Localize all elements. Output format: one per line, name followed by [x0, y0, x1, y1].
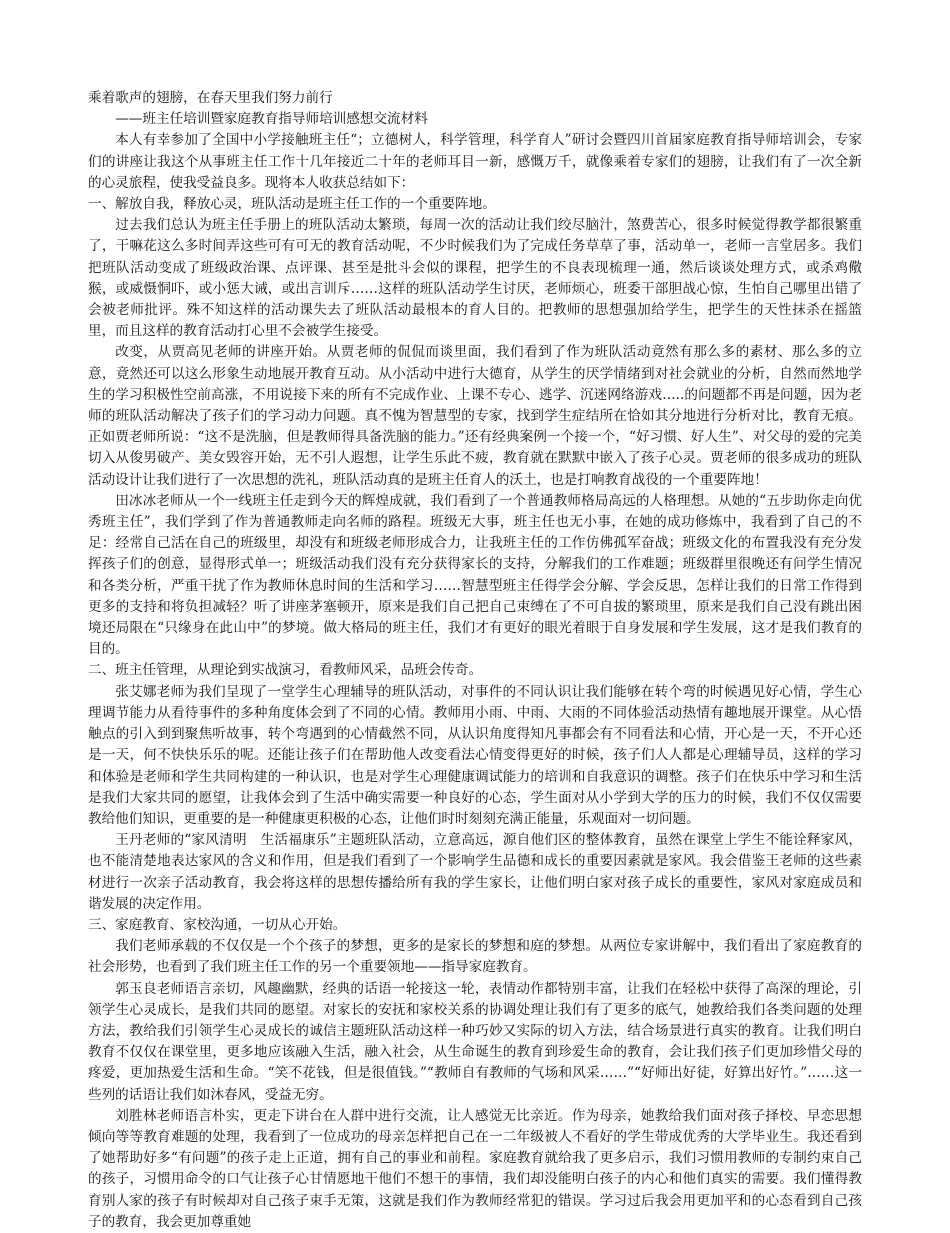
section-3-paragraph: 郭玉良老师语言亲切，风趣幽默，经典的话语一轮接这一轮，表情动作都特别丰富，让我们在轻松中获得了高深的理论，引领学生心灵成长，是我们共同的愿望。对家长的安抚和家校关系的协调处理让我们有了更多的底气，她教给我们各类问题的处理方法，教给我们引领学生心灵成长的诚信主题班队活动这样一种巧妙又实际的切入方法，结合场景进行真实的教育。让我们明白教育不仅仅在课堂里，更多地应该融入生活，融入社会，从生命诞生的教育到珍爱生命的教育，会让我们孩子们更加珍惜父母的疼爱，更加热爱生活和生命。“笑不花钱，但是很值钱。”“教师自有教师的气场和风采……”“好师出好徒，好算出好竹。”……这一些列的话语让我们如沐春风，受益无穷。: [88, 980, 862, 1103]
section-2-heading: 二、班主任管理，从理论到实战演习，看教师风采，品班会传奇。: [88, 662, 483, 679]
document-subtitle: ——班主任培训暨家庭教育指导师培训感想交流材料: [115, 111, 428, 128]
section-1-paragraph: 过去我们总认为班主任手册上的班队活动太繁琐，每周一次的活动让我们绞尽脑汁，煞费苦心，很多时候觉得教学都很繁重了，干嘛花这么多时间弄这些可有可无的教育活动呢，不少时候我们为了完成任务草草了事，活动单一，老师一言堂居多。我们把班队活动变成了班级政治课、点评课、甚至是批斗会似的课程，把学生的不良表现梳理一通，然后谈谈处理方式，或杀鸡儆猴，或威慑恫吓，或小惩大诫，或出言训斥……这样的班队活动学生讨厌，老师烦心，班委干部胆战心惊，生怕自己哪里出错了会被老师批评。殊不知这样的活动课失去了班队活动最根本的育人目的。把教师的思想强加给学生，把学生的天性抹杀在摇篮里，而且这样的教育活动打心里不会被学生接受。: [88, 217, 862, 340]
section-1-paragraph: 田冰冰老师从一个一线班主任走到今天的辉煌成就，我们看到了一个普通教师格局高远的人格理想。从她的“五步助你走向优秀班主任”，我们学到了作为普通教师走向名师的路程。班级无大事，班主任也无小事，在她的成功修炼中，我看到了自己的不足：经常自己活在自己的班级里，却没有和班级老师形成合力，让我班主任的工作仿佛孤军奋战；班级文化的布置我没有充分发挥孩子们的创意，显得形式单一；班级活动我们没有充分获得家长的支持，分解我们的工作难题；班级群里很晚还有问学生情况和各类分析，严重干扰了作为教师休息时间的生活和学习……智慧型班主任得学会分解、学会反思，怎样让我们的日常工作得到更多的支持和将负担减轻？听了讲座茅塞顿开，原来是我们自己把自己束缚在了不可自拔的繁琐里，原来是我们自己没有跳出困境还局限在“只缘身在此山中”的梦境。做大格局的班主任，我们才有更好的眼光着眼于自身发展和学生发展，这才是我们教育的目的。: [88, 492, 862, 658]
section-3-heading: 三、家庭教育、家校沟通，一切从心开始。: [88, 916, 347, 933]
section-1-paragraph: 改变，从贾高见老师的讲座开始。从贾老师的侃侃而谈里面，我们看到了作为班队活动竟然有那么多的素材、那么多的立意，竟然还可以这么形象生动地展开教育互动。从小活动中进行大德育，从学生的厌学情绪到对社会就业的分析，自然而然地学生的学习积极性空前高涨，不用说接下来的所有不完成作业、上课不专心、逃学、沉迷网络游戏…..的问题都不再是问题，因为老师的班队活动解决了孩子们的学习动力问题。真不愧为智慧型的专家，找到学生症结所在恰如其分地进行分析对比，教育无痕。正如贾老师所说：“这不是洗脑，但是教师得具备洗脑的能力。”还有经典案例一个接一个，“好习惯、好人生”、对父母的爱的完美切入从俊男破产、美女毁容开始，无不引人遐想，让学生乐此不疲，教育就在默默中嵌入了孩子心灵。贾老师的很多成功的班队活动设计让我们进行了一次思想的洗礼，班队活动真的是班主任育人的沃土，也是打响教育战役的一个重要阵地！: [88, 344, 862, 488]
document-title: 乘着歌声的翅膀，在春天里我们努力前行: [88, 90, 333, 106]
intro-paragraph: 本人有幸参加了全国中小学接触班主任“；立德树人，科学管理，科学育人”研讨会暨四川首届家庭教育指导师培训会，专家们的讲座让我这个从事班主任工作十几年接近二十年的老师耳目一新，感慨万千，就像乘着专家们的翅膀，让我们有了一次全新的心灵旅程，使我受益良多。现将本人收获总结如下：: [88, 132, 862, 191]
section-2-paragraph: 张艾娜老师为我们呈现了一堂学生心理辅导的班队活动，对事件的不同认识让我们能够在转个弯的时候遇见好心情，学生心理调节能力从看待事件的多种角度体会到了不同的心情。教师用小雨、中雨、大雨的不同体验活动热情有趣地展开课堂。从心悟触点的引入到到聚焦听故事，转个弯遇到的心情截然不同，从认识角度得知凡事都会有不同看法和心情，开心是一天，不开心还是一天，何不快快乐乐的呢。还能让孩子们在帮助他人改变看法心情变得更好的时候，孩子们人人都是心理辅导员，这样的学习和体验是老师和学生共同构建的一种认识，也是对学生心理健康调试能力的培训和自我意识的调整。孩子们在快乐中学习和生活是我们大家共同的愿望，让我体会到了生活中确实需要一种良好的心态，学生面对从小学到大学的压力的时候，我们不仅仅需要教给他们知识，更重要的是一种健康更积极的心态，让他们时时刻刻充满正能量，乐观面对一切问题。: [88, 683, 862, 827]
section-2-paragraph: 王丹老师的“家风清明 生活福康乐”主题班队活动，立意高远，源自他们区的整体教育，虽然在课堂上学生不能诠释家风，也不能清楚地表达家风的含义和作用，但是我们看到了一个影响学生品德和成长的重要因素就是家风。我会借鉴王老师的这些素材进行一次亲子活动教育，我会将这样的思想传播给所有我的学生家长，让他们明白家对孩子成长的重要性，家风对家庭成员和谐发展的决定作用。: [88, 832, 862, 912]
section-1-heading: 一、解放自我，释放心灵，班队活动是班主任工作的一个重要阵地。: [88, 196, 496, 213]
section-3-paragraph: 我们老师承载的不仅仅是一个个孩子的梦想，更多的是家长的梦想和庭的梦想。从两位专家讲解中，我们看出了家庭教育的社会形势，也看到了我们班主任工作的另一个重要领地——指导家庭教育。: [88, 938, 862, 976]
section-3-paragraph: 刘胜林老师语言朴实，更走下讲台在人群中进行交流，让人感觉无比亲近。作为母亲，她教给我们面对孩子择校、早恋思想倾向等等教育难题的处理，我看到了一位成功的母亲怎样把自己在一二年级被人不看好的学生带成优秀的大学毕业生。我还看到了她帮助好多“有问题”的孩子走上正道，拥有自己的事业和前程。家庭教育就给我了更多启示，我们习惯用教师的专制约束自己的孩子，习惯用命令的口气让孩子心甘情愿地干他们不想干的事情，我们却没能明白孩子的内心和他们真实的需要。我们懂得教育别人家的孩子有时候却对自己孩子束手无策，这就是我们作为教师经常犯的错误。学习过后我会用更加平和的心态看到自己孩子的教育，我会更加尊重她: [88, 1107, 862, 1230]
